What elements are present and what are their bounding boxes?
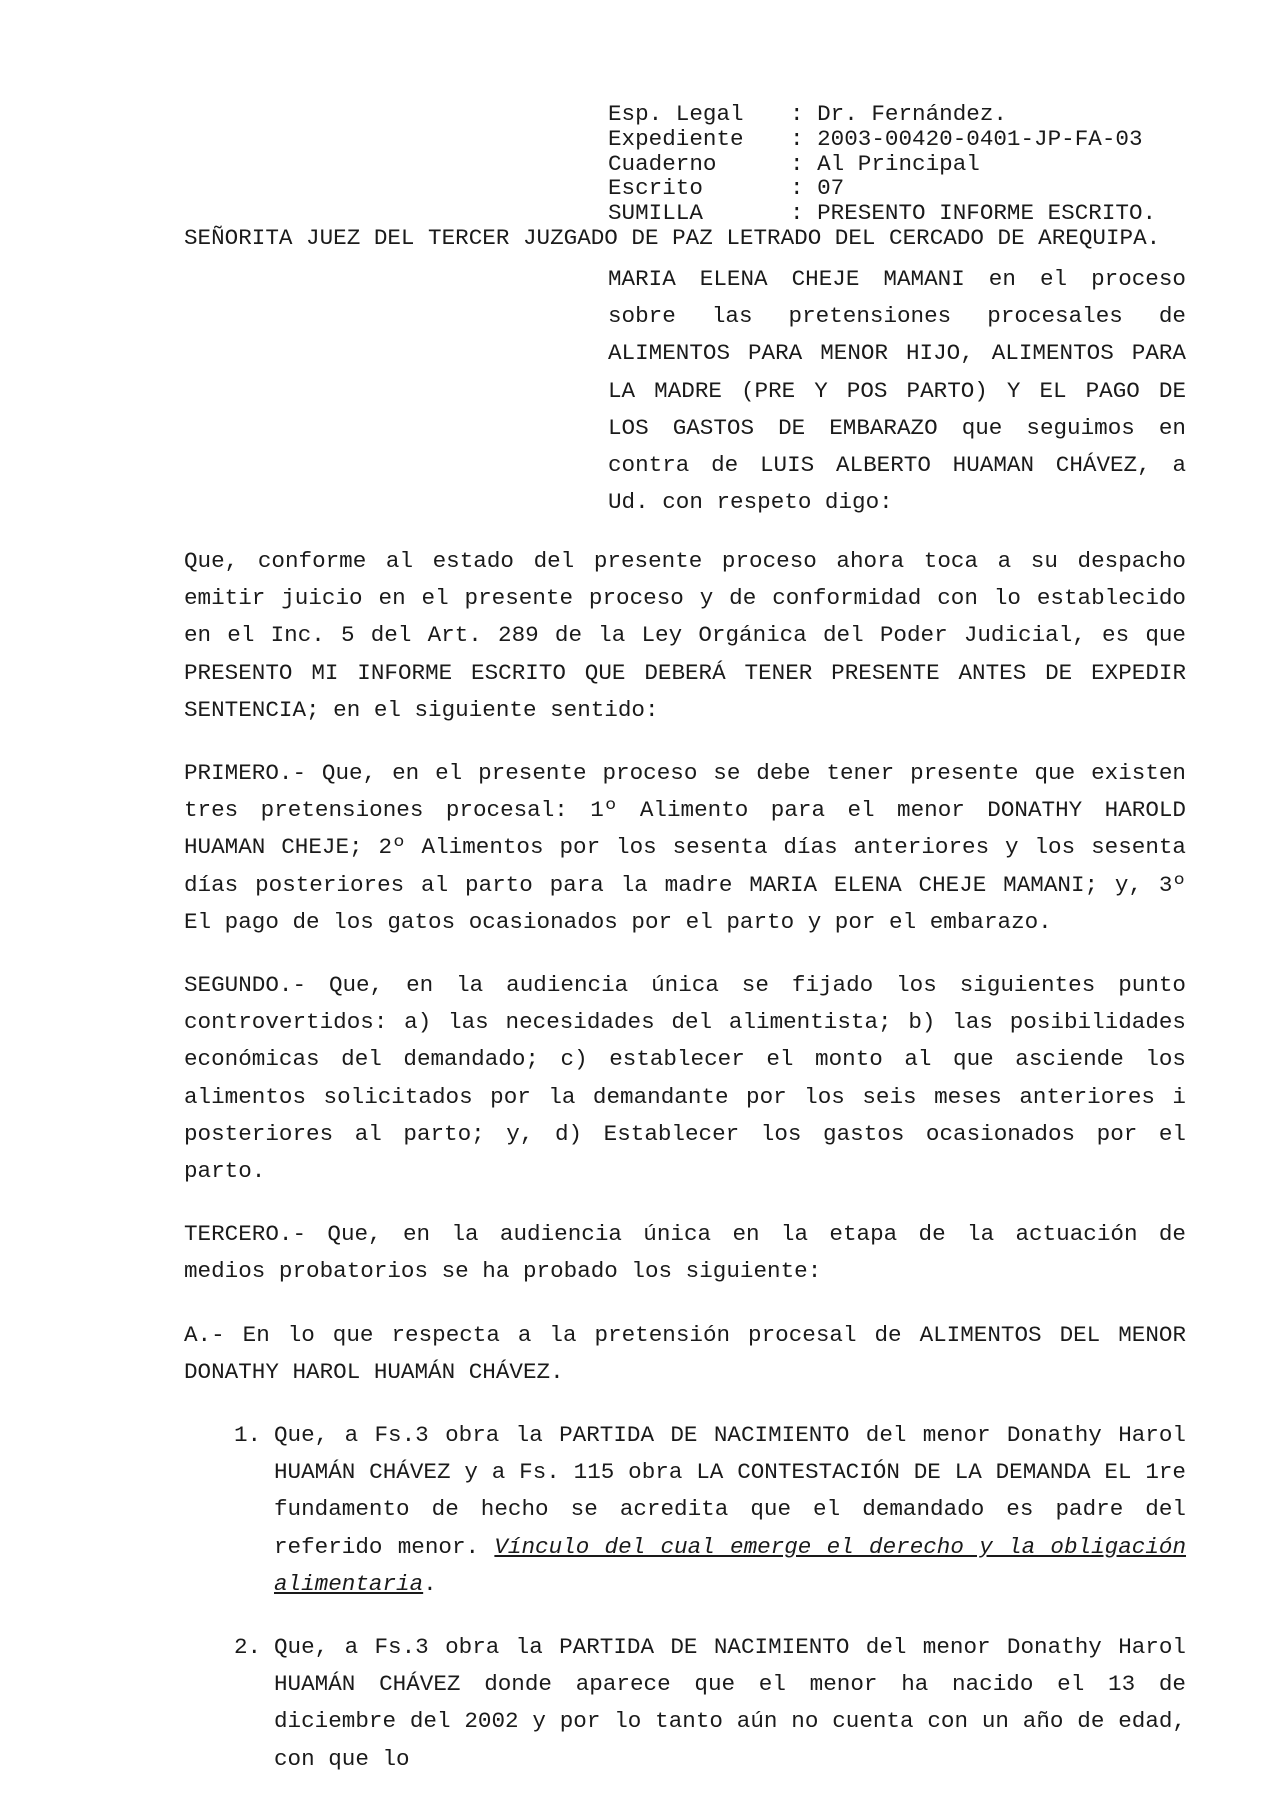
list-item-text: Que, a Fs.3 obra la PARTIDA DE NACIMIENTO del menor Donathy Harol HUAMÁN CHÁVEZ y a Fs. 115 obra LA CONTESTACIÓN DE LA DEMANDA EL 1re fundamento de hecho se acredita que el demandado es padre del referido menor. (274, 1422, 1186, 1560)
header-key: SUMILLA (608, 200, 703, 227)
paragraph-primero: PRIMERO.- Que, en el presente proceso se debe tener presente que existen tres pretensiones procesal: 1º Alimento para el menor DONATHY HAROLD HUAMAN CHEJE; 2º Alimentos por los sesenta días anteriores y los sesenta días posteriores al parto para la madre MARIA ELENA CHEJE MAMANI; y, 3º El pago de los gatos ocasionados por el parto y por el embarazo. (184, 760, 1186, 935)
paragraph-preamble: Que, conforme al estado del presente proceso ahora toca a su despacho emitir juicio en el presente proceso y de conformidad con lo establecido en el Inc. 5 del Art. 289 de la Ley Orgánica del Poder Judicial, es que PRESENTO MI INFORME ESCRITO QUE DEBERÁ TENER PRESENTE ANTES DE EXPEDIR SENTENCIA; en el siguiente sentido: (184, 548, 1186, 723)
paragraph-section-a: A.- En lo que respecta a la pretensión procesal de ALIMENTOS DEL MENOR DONATHY HAROL HUAMÁN CHÁVEZ. (184, 1321, 1186, 1385)
numbered-list (184, 1417, 1186, 1778)
header-row-cuaderno (608, 152, 1156, 177)
header-value: : PRESENTO INFORME ESCRITO. (790, 200, 1157, 227)
list-item-text: Que, a Fs.3 obra la PARTIDA DE NACIMIENTO del menor Donathy Harol HUAMÁN CHÁVEZ donde aparece que el menor ha nacido el 13 de diciembre del 2002 y por lo tanto aún no cuenta con un año de edad, con que lo (274, 1634, 1186, 1772)
header-row-expediente (608, 127, 1156, 152)
header-value: : Dr. Fernández. (790, 101, 1007, 127)
list-item (184, 1629, 1186, 1778)
list-item (184, 1417, 1186, 1603)
header-row-esp-legal (608, 102, 1156, 127)
header-key: Expediente (608, 125, 744, 152)
list-item-tail: . (423, 1570, 437, 1597)
header-row-sumilla (608, 201, 1156, 226)
addressee-line: SEÑORITA JUEZ DEL TERCER JUZGADO DE PAZ LETRADO DEL CERCADO DE AREQUIPA. (184, 225, 1161, 251)
intro-paragraph: MARIA ELENA CHEJE MAMANI en el proceso sobre las pretensiones procesales de ALIMENTOS PARA MENOR HIJO, ALIMENTOS PARA LA MADRE (PRE Y POS PARTO) Y EL PAGO DE LOS GASTOS DE EMBARAZO que seguimos en contra de LUIS ALBERTO HUAMAN CHÁVEZ, a Ud. con respeto digo: (608, 266, 1186, 516)
header-value: : Al Principal (790, 150, 980, 177)
header-row-escrito (608, 176, 1156, 201)
list-number: 1. (234, 1422, 262, 1449)
header-key: Cuaderno (608, 150, 717, 177)
header-key: Escrito (608, 175, 703, 202)
header-key: Esp. Legal (608, 101, 744, 127)
header-value: : 07 (790, 175, 845, 202)
case-header (608, 102, 1156, 226)
paragraph-segundo: SEGUNDO.- Que, en la audiencia única se fijado los siguientes punto controvertidos: a) las necesidades del alimentista; b) las posibilidades económicas del demandado; c) establecer el monto al que asciende los alimentos solicitados por la demandante por los seis meses anteriores i posteriores al parto; y, d) Establecer los gastos ocasionados por el parto. (184, 972, 1186, 1185)
list-number: 2. (234, 1634, 262, 1661)
header-value: : 2003-00420-0401-JP-FA-03 (790, 125, 1143, 152)
emphasis-text: Vínculo del cual emerge el derecho y la obligación alimentaria (274, 1533, 1186, 1597)
paragraph-tercero: TERCERO.- Que, en la audiencia única en la etapa de la actuación de medios probatorios se ha probado los siguiente: (184, 1221, 1186, 1285)
document-body (184, 543, 1186, 1804)
